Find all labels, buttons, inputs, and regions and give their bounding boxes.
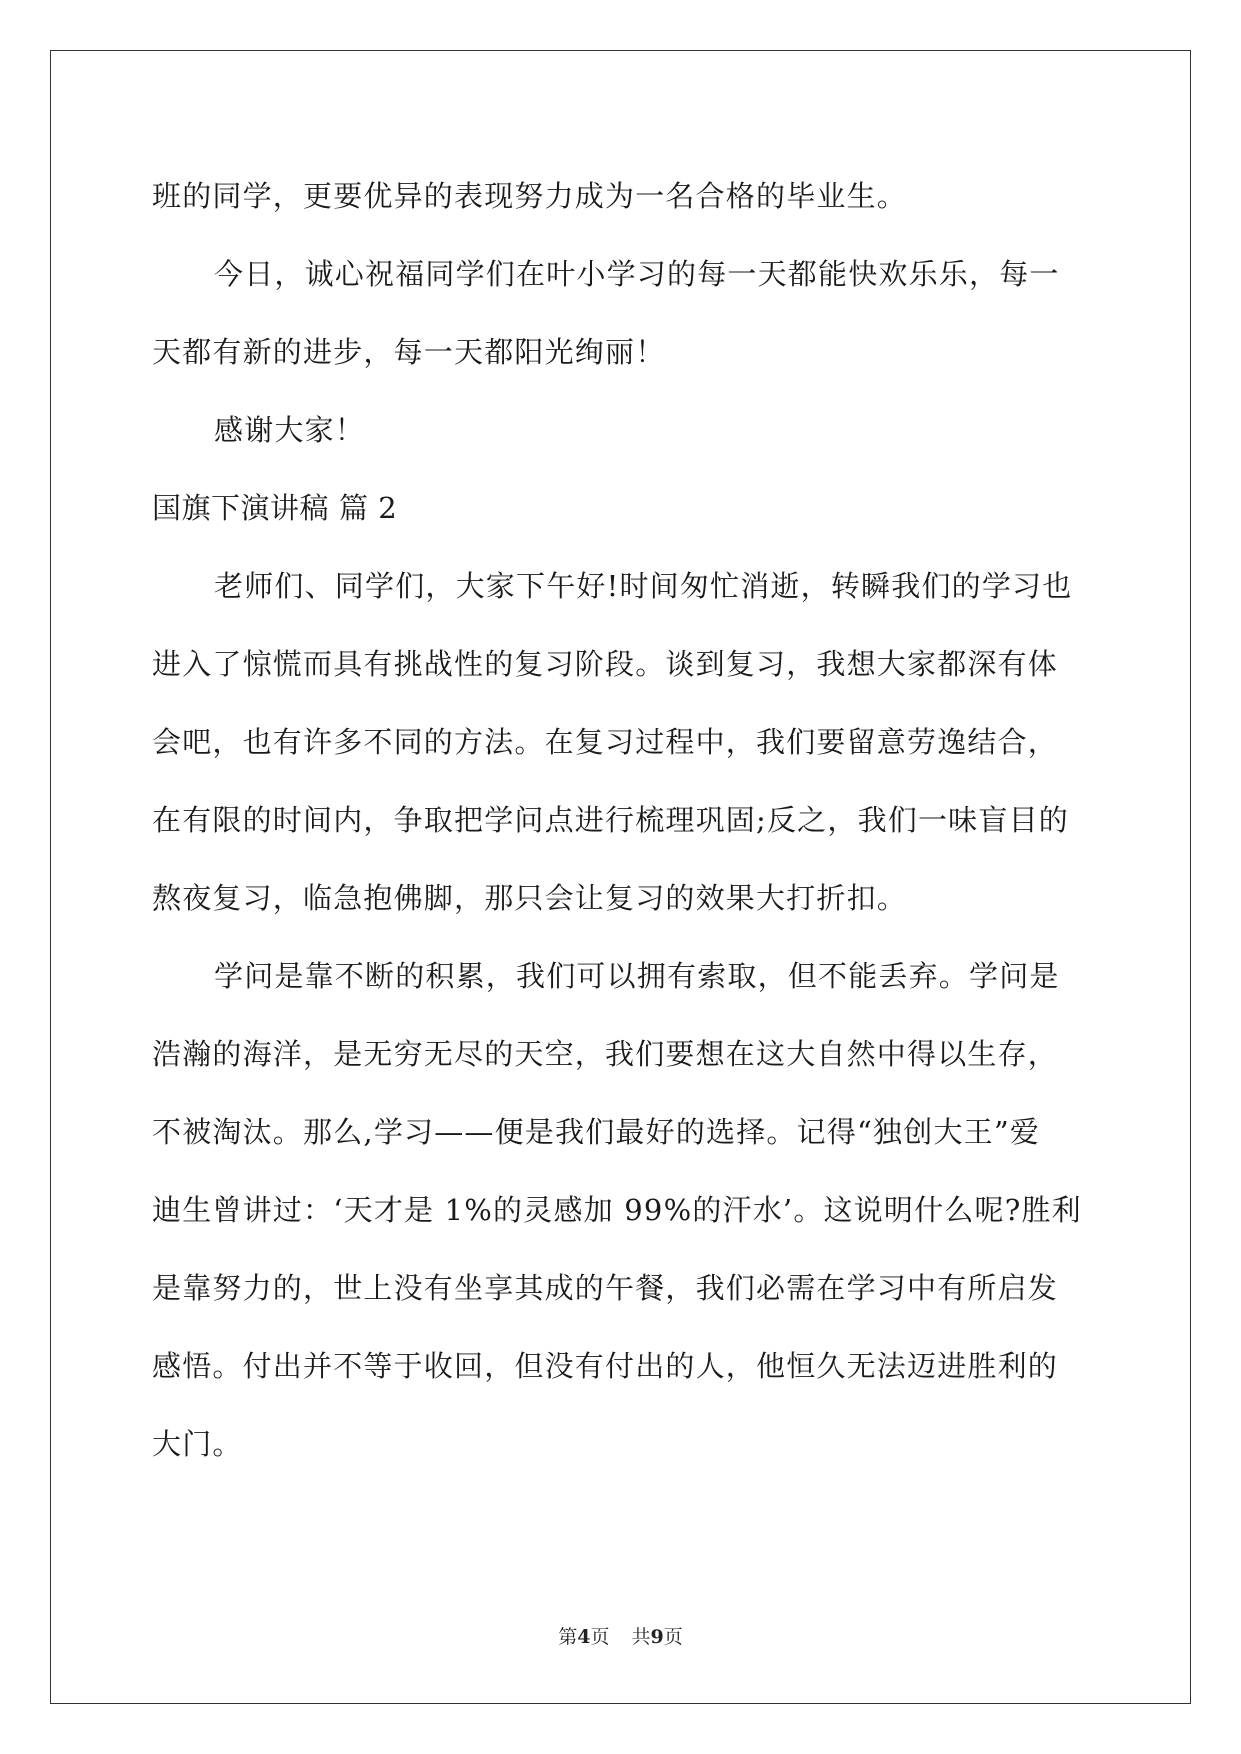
paragraph-line: 班的同学，更要优异的表现努力成为一名合格的毕业生。 [152, 179, 908, 213]
document-body [152, 157, 1089, 1483]
paragraph-line: 是靠努力的，世上没有坐享其成的午餐，我们必需在学习中有所启发 [152, 1271, 1059, 1305]
paragraph-line: 会吧，也有许多不同的方法。在复习过程中，我们要留意劳逸结合， [152, 725, 1059, 759]
paragraph-line: 天都有新的进步，每一天都阳光绚丽！ [152, 335, 666, 369]
paragraph-line: 学问是靠不断的积累，我们可以拥有索取，但不能丢弃。学问是 [214, 959, 1060, 993]
footer-total-prefix: 共 [631, 1626, 651, 1648]
footer-prefix: 第 [558, 1626, 578, 1648]
footer-total-suffix: 页 [663, 1626, 683, 1648]
paragraph-line: 进入了惊慌而具有挑战性的复习阶段。谈到复习，我想大家都深有体 [152, 647, 1059, 681]
section-number: 篇 2 [339, 491, 398, 525]
paragraph-line: 感谢大家！ [214, 413, 366, 447]
section-heading [152, 469, 1089, 547]
footer-total-pages: 9 [650, 1626, 664, 1648]
paragraph-line: 今日，诚心祝福同学们在叶小学习的每一天都能快欢乐乐，每一 [214, 257, 1060, 291]
paragraph-line: 浩瀚的海洋，是无穷无尽的天空，我们要想在这大自然中得以生存， [152, 1037, 1059, 1071]
footer-page-suffix: 页 [590, 1626, 610, 1648]
paragraph-line: 老师们、同学们，大家下午好!时间匆忙消逝，转瞬我们的学习也 [214, 569, 1073, 603]
paragraph-line: 熬夜复习，临急抱佛脚，那只会让复习的效果大打折扣。 [152, 881, 908, 915]
paragraph-line: 大门。 [152, 1427, 243, 1461]
paragraph-line: 在有限的时间内，争取把学问点进行梳理巩固;反之，我们一味盲目的 [152, 803, 1069, 837]
paragraph-line: 感悟。付出并不等于收回，但没有付出的人，他恒久无法迈进胜利的 [152, 1349, 1059, 1383]
section-title: 国旗下演讲稿 [152, 491, 330, 525]
footer-page-number: 4 [577, 1626, 591, 1648]
paragraph-line: 不被淘汰。那么,学习——便是我们最好的选择。记得“独创大王”爱 [152, 1115, 1041, 1149]
page-footer [0, 1622, 1241, 1649]
paragraph-line: 迪生曾讲过：‘天才是 1%的灵感加 99%的汗水’。这说明什么呢?胜利 [152, 1193, 1082, 1227]
